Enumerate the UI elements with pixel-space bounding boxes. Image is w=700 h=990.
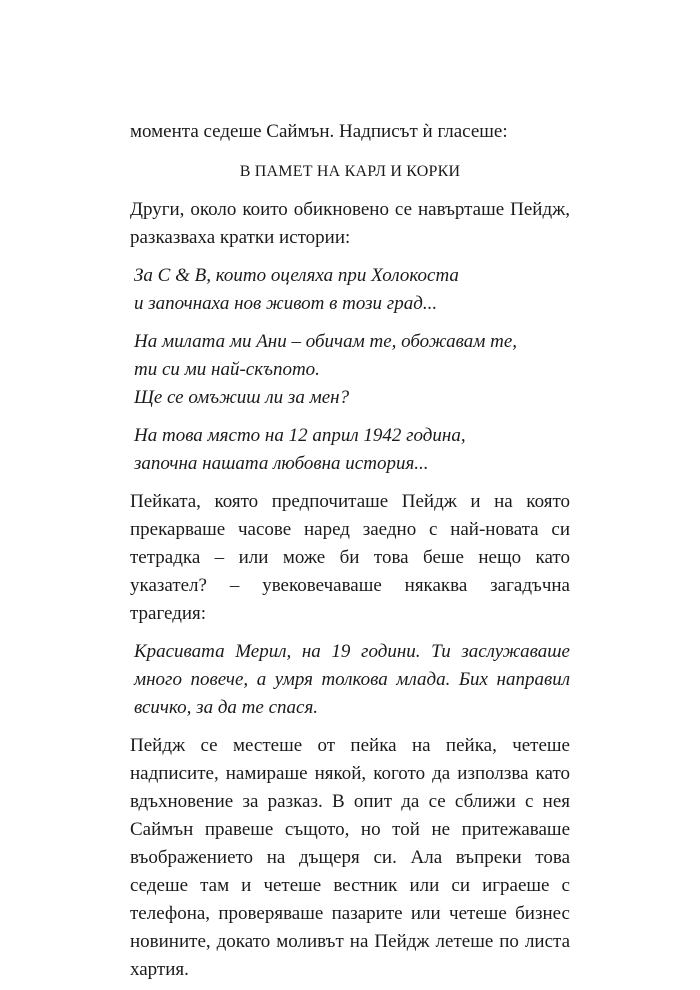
- quote-line: За С & В, които оцеляха при Холокоста: [134, 265, 459, 286]
- quote-meryl: Красивата Мерил, на 19 години. Ти заслужаваше много повече, а умря толкова млада. Бих направил всичко, за да те спася.: [134, 641, 570, 718]
- quote-line: Ще се омъжиш ли за мен?: [134, 387, 350, 408]
- inscription-heading: В ПАМЕТ НА КАРЛ И КОРКИ: [239, 163, 461, 180]
- paragraph-bench: Пейката, която предпочиташе Пейдж и на която прекарваше часове наред заедно с най-новата си тетрадка – или може би това беше нещо като указател? – увековечаваше някаква загадъчна трагедия:: [130, 491, 570, 624]
- quote-annie: [130, 328, 570, 412]
- quote-line: На милата ми Ани – обичам те, обожавам те,: [134, 331, 518, 352]
- paragraph-others: Други, около които обикновено се навърташе Пейдж, разказваха кратки истории:: [130, 199, 570, 248]
- paragraph-paige: Пейдж се местеше от пейка на пейка, четеше надписите, намираше някой, когото да използва като вдъхновение за разказ. В опит да се сближи с нея Саймън правеше същото, но той не притежаваше въображението на дъщеря си. Ала въпреки това седеше там и четеше вестник или си играеше с телефона, проверяваше пазарите или четеше бизнес новините, докато моливът на Пейдж летеше по листа хартия.: [130, 735, 570, 980]
- page-text: [130, 118, 570, 984]
- quote-line: и започнаха нов живот в този град...: [134, 293, 438, 314]
- quote-april-1942: [130, 422, 570, 478]
- quote-line: започна нашата любовна история...: [134, 453, 429, 474]
- quote-line: На това място на 12 април 1942 година,: [134, 425, 466, 446]
- quote-line: ти си ми най-скъпото.: [134, 359, 320, 380]
- quote-holocaust: [130, 262, 570, 318]
- opening-line: момента седеше Саймън. Надписът ѝ гласеше:: [130, 121, 508, 142]
